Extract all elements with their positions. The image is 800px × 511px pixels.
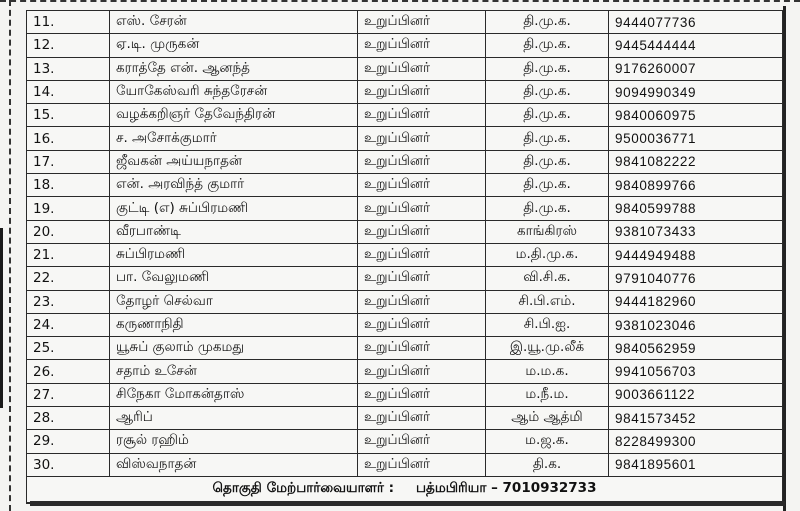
- member-phone: 9094990349: [609, 80, 783, 103]
- table-row: [27, 453, 783, 476]
- table-row: [27, 11, 783, 34]
- member-party: தி.மு.க.: [486, 127, 609, 150]
- row-number: 27.: [27, 383, 110, 406]
- table-row: [27, 34, 783, 57]
- right-frame-border: [783, 6, 800, 511]
- table-row: [27, 57, 783, 80]
- table-row: [27, 243, 783, 266]
- member-role: உறுப்பினர்: [358, 150, 486, 173]
- table-row: [27, 127, 783, 150]
- member-party: ஆம் ஆத்மி: [486, 407, 609, 430]
- member-name: எஸ். சேரன்: [110, 11, 358, 34]
- member-phone: 9381073433: [609, 220, 783, 243]
- row-number: 24.: [27, 313, 110, 336]
- member-role: உறுப்பினர்: [358, 360, 486, 383]
- member-party: தி.மு.க.: [486, 80, 609, 103]
- member-role: உறுப்பினர்: [358, 197, 486, 220]
- member-party: தி.க.: [486, 453, 609, 476]
- member-name: கராத்தே என். ஆனந்த்: [110, 57, 358, 80]
- row-number: 29.: [27, 430, 110, 453]
- member-party: தி.மு.க.: [486, 34, 609, 57]
- member-name: ஜீவகன் அய்யநாதன்: [110, 150, 358, 173]
- row-number: 28.: [27, 407, 110, 430]
- member-name: பா. வேலுமணி: [110, 267, 358, 290]
- member-phone: 9841082222: [609, 150, 783, 173]
- member-role: உறுப்பினர்: [358, 290, 486, 313]
- member-name: குட்டி (எ) சுப்பிரமணி: [110, 197, 358, 220]
- supervisor-row: [27, 476, 783, 503]
- member-phone: 9381023046: [609, 313, 783, 336]
- table-row: [27, 174, 783, 197]
- member-role: உறுப்பினர்: [358, 407, 486, 430]
- member-party: காங்கிரஸ்: [486, 220, 609, 243]
- row-number: 18.: [27, 174, 110, 197]
- member-party: ம.தி.மு.க.: [486, 243, 609, 266]
- member-phone: 9500036771: [609, 127, 783, 150]
- bottom-border-bar: [30, 501, 785, 506]
- row-number: 13.: [27, 57, 110, 80]
- member-phone: 9444077736: [609, 11, 783, 34]
- member-name: சுப்பிரமணி: [110, 243, 358, 266]
- member-party: தி.மு.க.: [486, 197, 609, 220]
- member-role: உறுப்பினர்: [358, 127, 486, 150]
- member-phone: 9840562959: [609, 337, 783, 360]
- table-row: [27, 267, 783, 290]
- row-number: 21.: [27, 243, 110, 266]
- member-role: உறுப்பினர்: [358, 57, 486, 80]
- member-phone: 9444182960: [609, 290, 783, 313]
- member-phone: 9840599788: [609, 197, 783, 220]
- table-row: [27, 80, 783, 103]
- table-row: [27, 430, 783, 453]
- member-party: தி.மு.க.: [486, 57, 609, 80]
- member-role: உறுப்பினர்: [358, 430, 486, 453]
- member-phone: 9003661122: [609, 383, 783, 406]
- table-row: [27, 407, 783, 430]
- member-name: யூசுப் குலாம் முகமது: [110, 337, 358, 360]
- member-phone: 9941056703: [609, 360, 783, 383]
- member-role: உறுப்பினர்: [358, 220, 486, 243]
- member-phone: 9841573452: [609, 407, 783, 430]
- table-row: [27, 337, 783, 360]
- member-party: தி.மு.க.: [486, 174, 609, 197]
- member-name: என். அரவிந்த் குமார்: [110, 174, 358, 197]
- supervisor-name-phone: பத்மபிரியா – 7010932733: [416, 480, 597, 497]
- member-phone: 8228499300: [609, 430, 783, 453]
- member-role: உறுப்பினர்: [358, 383, 486, 406]
- row-number: 11.: [27, 11, 110, 34]
- member-party: தி.மு.க.: [486, 104, 609, 127]
- member-party: ம.ஜ.க.: [486, 430, 609, 453]
- member-role: உறுப்பினர்: [358, 267, 486, 290]
- member-party: வி.சி.க.: [486, 267, 609, 290]
- left-edge-bar: [0, 228, 3, 408]
- members-table-body: [27, 11, 783, 477]
- supervisor-label: தொகுதி மேற்பார்வையாளர் :: [212, 480, 395, 497]
- member-name: யோகேஸ்வரி சுந்தரேசன்: [110, 80, 358, 103]
- member-role: உறுப்பினர்: [358, 80, 486, 103]
- row-number: 16.: [27, 127, 110, 150]
- member-name: வழக்கறிஞர் தேவேந்திரன்: [110, 104, 358, 127]
- row-number: 22.: [27, 267, 110, 290]
- member-role: உறுப்பினர்: [358, 11, 486, 34]
- row-number: 17.: [27, 150, 110, 173]
- row-number: 15.: [27, 104, 110, 127]
- member-phone: 9841895601: [609, 453, 783, 476]
- member-phone: 9445444444: [609, 34, 783, 57]
- member-name: ரசூல் ரஹிம்: [110, 430, 358, 453]
- table-row: [27, 383, 783, 406]
- member-party: ம.நீ.ம.: [486, 383, 609, 406]
- row-number: 30.: [27, 453, 110, 476]
- table-row: [27, 360, 783, 383]
- member-name: சதாம் உசேன்: [110, 360, 358, 383]
- member-phone: 9840899766: [609, 174, 783, 197]
- table-row: [27, 220, 783, 243]
- row-number: 19.: [27, 197, 110, 220]
- member-name: விஸ்வநாதன்: [110, 453, 358, 476]
- member-name: தோழர் செல்வா: [110, 290, 358, 313]
- member-role: உறுப்பினர்: [358, 243, 486, 266]
- member-party: தி.மு.க.: [486, 11, 609, 34]
- member-name: ஏ.டி. முருகன்: [110, 34, 358, 57]
- row-number: 20.: [27, 220, 110, 243]
- member-role: உறுப்பினர்: [358, 104, 486, 127]
- member-role: உறுப்பினர்: [358, 174, 486, 197]
- member-role: உறுப்பினர்: [358, 337, 486, 360]
- member-name: ச. அசோக்குமார்: [110, 127, 358, 150]
- member-phone: 9840060975: [609, 104, 783, 127]
- member-name: ஆரிப்: [110, 407, 358, 430]
- member-party: இ.யூ.மு.லீக்: [486, 337, 609, 360]
- supervisor-cell: [27, 476, 783, 503]
- member-phone: 9176260007: [609, 57, 783, 80]
- top-dashed-border: [0, 0, 800, 8]
- table-row: [27, 197, 783, 220]
- row-number: 23.: [27, 290, 110, 313]
- left-dashed-border: [9, 0, 11, 511]
- row-number: 25.: [27, 337, 110, 360]
- table-row: [27, 290, 783, 313]
- member-name: கருணாநிதி: [110, 313, 358, 336]
- member-role: உறுப்பினர்: [358, 313, 486, 336]
- member-role: உறுப்பினர்: [358, 34, 486, 57]
- member-party: சி.பி.எம்.: [486, 290, 609, 313]
- table-row: [27, 104, 783, 127]
- member-party: சி.பி.ஐ.: [486, 313, 609, 336]
- member-name: சிநேகா மோகன்தாஸ்: [110, 383, 358, 406]
- row-number: 26.: [27, 360, 110, 383]
- member-name: வீரபாண்டி: [110, 220, 358, 243]
- member-party: தி.மு.க.: [486, 150, 609, 173]
- member-phone: 9791040776: [609, 267, 783, 290]
- table-row: [27, 313, 783, 336]
- table-row: [27, 150, 783, 173]
- members-table: [26, 10, 783, 504]
- member-role: உறுப்பினர்: [358, 453, 486, 476]
- row-number: 14.: [27, 80, 110, 103]
- member-party: ம.ம.க.: [486, 360, 609, 383]
- row-number: 12.: [27, 34, 110, 57]
- member-phone: 9444949488: [609, 243, 783, 266]
